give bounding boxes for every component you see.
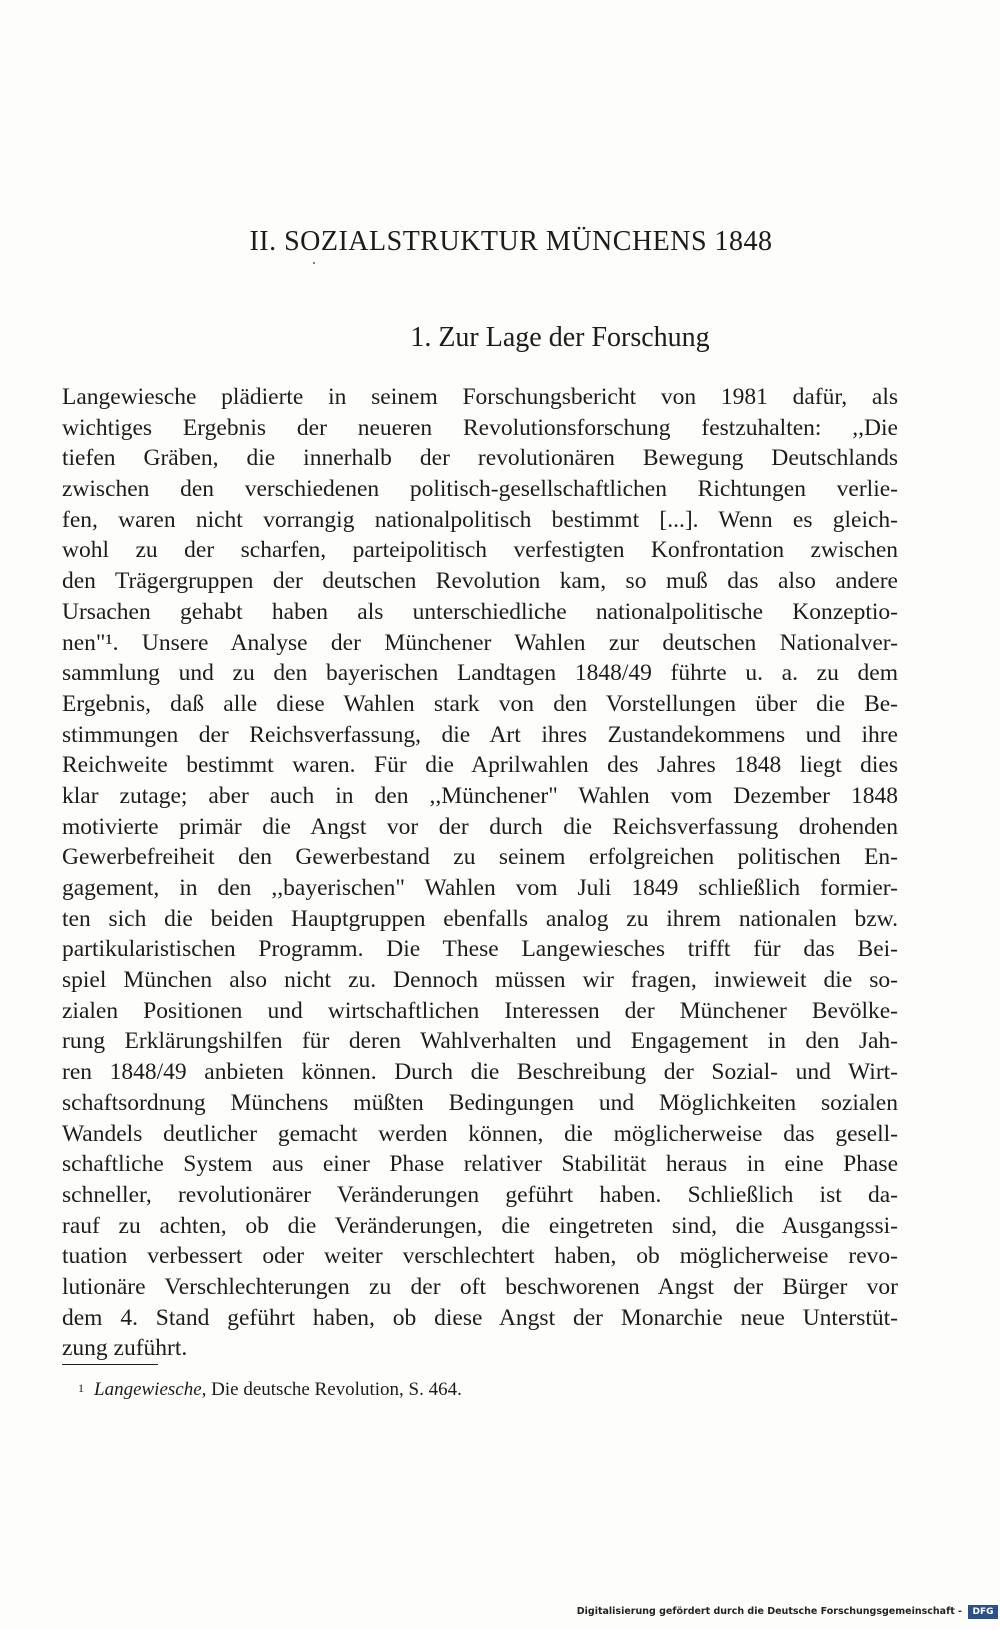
body-line: lutionäre Verschlechterungen zu der oft beschworenen Angst der Bürger vor bbox=[62, 1273, 898, 1300]
body-line: fen, waren nicht vorrangig nationalpolitisch bestimmt [...]. Wenn es gleich- bbox=[62, 506, 898, 533]
body-line: schaftsordnung Münchens müßten Bedingungen und Möglichkeiten sozialen bbox=[62, 1089, 898, 1116]
body-line: ren 1848/49 anbieten können. Durch die Beschreibung der Sozial- und Wirt- bbox=[62, 1059, 898, 1086]
body-line: gagement, in den ,,bayerischen" Wahlen vom Juli 1849 schließlich formier- bbox=[62, 875, 898, 901]
body-line: Reichweite bestimmt waren. Für die Aprilwahlen des Jahres 1848 liegt dies bbox=[62, 752, 898, 779]
body-line: den Trägergruppen der deutschen Revolution kam, so muß das also andere bbox=[62, 568, 898, 595]
footnote bbox=[78, 1378, 462, 1402]
footnote-divider bbox=[62, 1364, 158, 1365]
body-line: sammlung und zu den bayerischen Landtagen 1848/49 führte u. a. zu dem bbox=[62, 660, 898, 687]
body-line: zialen Positionen und wirtschaftlichen Interessen der Münchener Bevölke- bbox=[62, 997, 898, 1024]
body-line: ten sich die beiden Hauptgruppen ebenfalls analog zu ihrem nationalen bzw. bbox=[62, 905, 898, 932]
footnote-author: Langewiesche, bbox=[94, 1379, 207, 1400]
body-line: stimmungen der Reichsverfassung, die Art ihres Zustandekommens und ihre bbox=[62, 721, 898, 748]
body-line: spiel München also nicht zu. Dennoch müssen wir fragen, inwieweit die so- bbox=[62, 967, 898, 994]
footnote-marker: 1 bbox=[78, 1381, 84, 1395]
body-line: partikularistischen Programm. Die These Langewiesches trifft für das Bei- bbox=[62, 936, 898, 963]
body-line: zwischen den verschiedenen politisch-gesellschaftlichen Richtungen verlie- bbox=[62, 476, 898, 503]
digitization-credit: Digitalisierung gefördert durch die Deutsche Forschungsgemeinschaft - bbox=[576, 1606, 962, 1617]
body-line: schneller, revolutionärer Veränderungen geführt haben. Schließlich ist da- bbox=[62, 1181, 898, 1208]
body-line: wohl zu der scharfen, parteipolitisch verfestigten Konfrontation zwischen bbox=[62, 537, 898, 564]
body-line: dem 4. Stand geführt haben, ob diese Angst der Monarchie neue Unterstüt- bbox=[62, 1304, 898, 1331]
print-speck bbox=[313, 262, 315, 264]
body-line: nen"¹. Unsere Analyse der Münchener Wahlen zur deutschen Nationalver- bbox=[62, 629, 898, 656]
body-line: Gewerbefreiheit den Gewerbestand zu seinem erfolgreichen politischen En- bbox=[62, 844, 898, 871]
dfg-logo: DFG bbox=[968, 1605, 998, 1619]
body-line: Ergebnis, daß alle diese Wahlen stark von den Vorstellungen über die Be- bbox=[62, 690, 898, 717]
body-line: Langewiesche plädierte in seinem Forschungsbericht von 1981 dafür, als bbox=[62, 384, 898, 410]
body-line: rauf zu achten, ob die Veränderungen, die eingetreten sind, die Ausgangssi- bbox=[62, 1212, 898, 1239]
body-paragraph bbox=[62, 382, 898, 1364]
body-line: Wandels deutlicher gemacht werden können, die möglicherweise das gesell- bbox=[62, 1120, 898, 1147]
body-line: tuation verbessert oder weiter verschlechtert haben, ob möglicherweise revo- bbox=[62, 1243, 898, 1270]
body-line: wichtiges Ergebnis der neueren Revolutionsforschung festzuhalten: ,,Die bbox=[62, 414, 898, 441]
body-line: motivierte primär die Angst vor der durch die Reichsverfassung drohenden bbox=[62, 813, 898, 840]
body-line: zung zuführt. bbox=[62, 1335, 188, 1362]
body-line: rung Erklärungshilfen für deren Wahlverhalten und Engagement in den Jah- bbox=[62, 1028, 898, 1055]
body-line: tiefen Gräben, die innerhalb der revolutionären Bewegung Deutschlands bbox=[62, 445, 898, 472]
section-title: 1. Zur Lage der Forschung bbox=[410, 322, 710, 353]
body-line: Ursachen gehabt haben als unterschiedliche nationalpolitische Konzeptio- bbox=[62, 598, 898, 625]
chapter-title: II. SOZIALSTRUKTUR MÜNCHENS 1848 bbox=[249, 226, 773, 257]
body-line: klar zutage; aber auch in den ,,Münchener" Wahlen vom Dezember 1848 bbox=[62, 782, 898, 809]
body-line: schaftliche System aus einer Phase relativer Stabilität heraus in eine Phase bbox=[62, 1151, 898, 1178]
footnote-text: Die deutsche Revolution, S. 464. bbox=[206, 1379, 462, 1400]
